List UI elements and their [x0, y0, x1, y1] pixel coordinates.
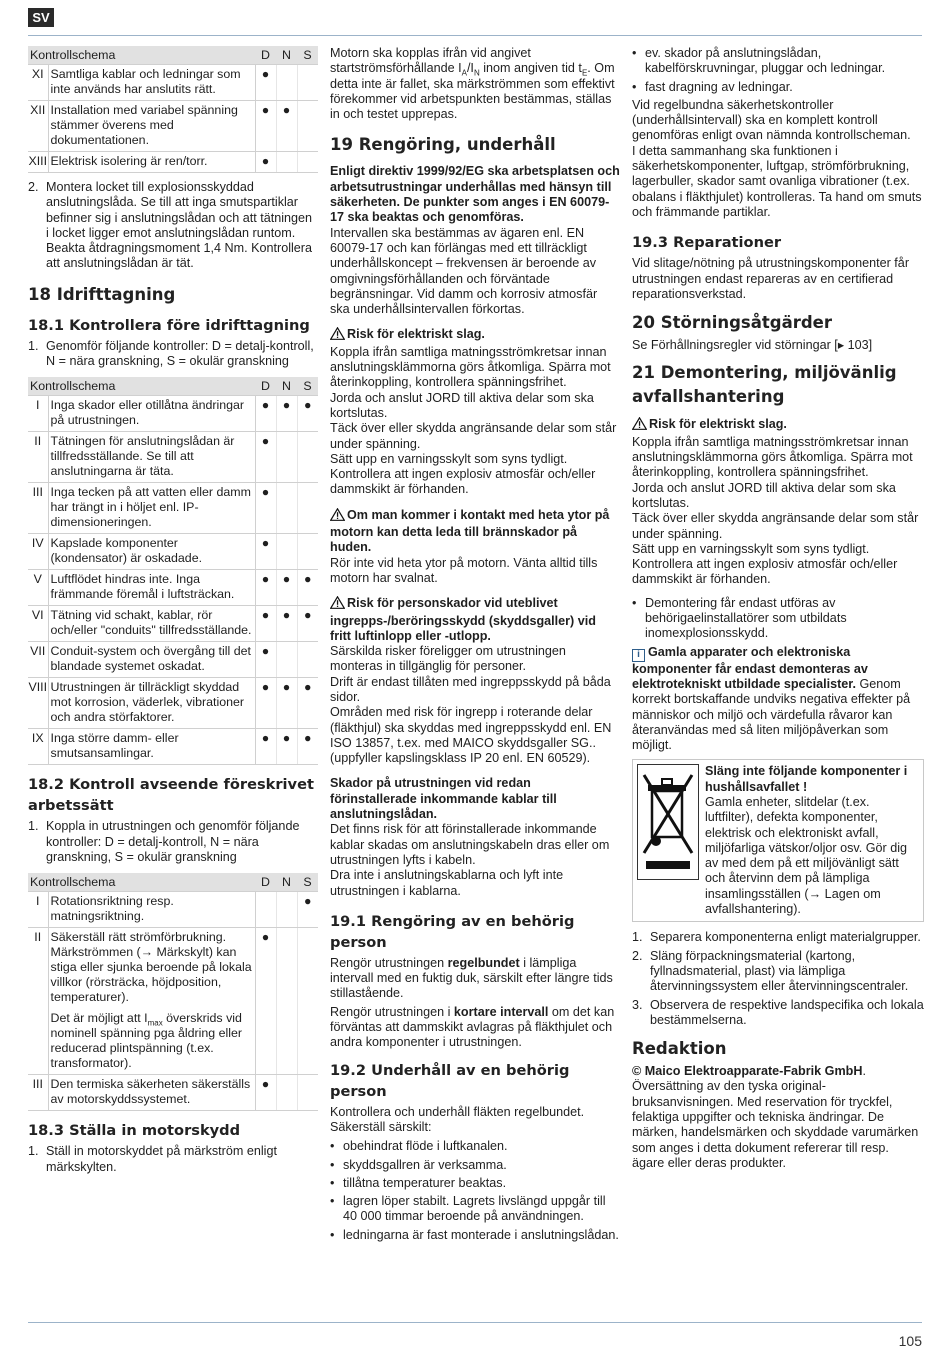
row-number: III	[28, 483, 48, 534]
paragraph: © Maico Elektroapparate-Fabrik GmbH. Översättning av den tyska original-bruksanvisningen. Med reservation för tryckfel, felaktiga uppgifter och tekniska ändringar. De märken, handelsmärken och skyddade varumärken som anges i detta dokument refererar till resp. ägare eller deras produkter.	[632, 1064, 919, 1170]
step-list	[28, 339, 318, 370]
list-item: 1. Genomför följande kontroller: D = detalj-kontroll, N = nära granskning, S = okulär granskning	[28, 338, 314, 369]
table-header-title: Kontrollschema	[28, 46, 255, 65]
table-header-n: N	[276, 377, 297, 396]
table-body	[28, 396, 318, 765]
mark-n	[276, 432, 297, 483]
heading-redaktion: Redaktion	[632, 1039, 727, 1059]
list-item: • Demontering får endast utföras av behörigaelinstallatörer som utbildats inomexplosionsskydd.	[632, 596, 924, 642]
mark-s: ●	[297, 606, 318, 642]
language-badge: SV	[28, 8, 54, 27]
mark-d: ●	[255, 483, 276, 534]
table-body	[28, 65, 318, 173]
mark-s	[297, 483, 318, 534]
step-list	[28, 819, 318, 865]
notice-cables: Skador på utrustningen vid redan förinstallerade inkommande kablar till anslutningslådan. Det finns risk för att förinstallerade inkommande kablar skadas om anslutningskabeln dras eller om utrustningen lyfts i kabeln. Dra inte i anslutningskablarna och lyft inte utrustningen i kablarna.	[330, 776, 610, 898]
mark-d: ●	[255, 678, 276, 729]
row-number: XI	[28, 65, 48, 101]
warning-electric: Risk för elektriskt slag. Koppla ifrån samtliga matningsströmkretsar innan anslutningsklämmorna görs åtkomliga. Spärra mot återinkoppling, kontrollera spänningsfrihet. Jorda och anslut JORD till aktiva delar som ska kortslutas. Täck över eller skydda angränsande delar som står under spänning. Sätt upp en varningsskylt som syns tydligt. Kontrollera att ingen explosiv atmosfär och/eller dammskikt är förhanden.	[632, 417, 919, 587]
mark-d: ●	[255, 65, 276, 101]
mark-d: ●	[255, 570, 276, 606]
mark-n: ●	[276, 606, 297, 642]
heading-20: 20 Störningsåtgärder	[632, 313, 832, 333]
heading-18-2: 18.2 Kontroll avseende föreskrivet arbetssätt	[28, 776, 314, 815]
paragraph: Kontrollera och underhåll fläkten regelbundet. Säkerställ särskilt:	[330, 1104, 585, 1134]
row-text: Samtliga kablar och ledningar som inte används har anslutits rätt.	[48, 65, 255, 101]
table-header-n: N	[276, 873, 297, 892]
mark-s: ●	[297, 678, 318, 729]
list-item: • ev. skador på anslutningslådan, kabelförskruvningar, pluggar och ledningar.	[632, 46, 924, 77]
table-row	[28, 678, 318, 729]
paragraph-lead: Enligt direktiv 1999/92/EG ska arbetsplatsen och arbetsutrustningar underhållas med hänsyn till säkerheten. De punkter som anges i EN 60079-17 ska beaktas och genomföras.	[330, 164, 620, 225]
warning-triangle-icon	[330, 508, 345, 525]
mark-s	[297, 152, 318, 173]
paragraph: Vid regelbundna säkerhetskontroller (underhållsintervall) ska en komplett kontroll genomföras enligt ovan nämnda kontrollscheman. I detta sammanhang ska funktionen i säkerhetskomponenter, luftgap, strömförbrukning, lagerbuller, skador samt ovanliga vibrationer (t.ex. obalans i fläkthjulet) kontrolleras. Ta hand om smuts och främmande partiklar.	[632, 97, 922, 219]
mark-n: ●	[276, 678, 297, 729]
table-header-title: Kontrollschema	[28, 873, 255, 892]
paragraph: Intervallen ska bestämmas av ägaren enl. EN 60079-17 och kan förlängas med ett tillräckligt underhållskoncept – frekvensen är beroende av omgivningsförhållanden och förväntade begränsningar. Vid damm och korrosiv atmosfär ska underhållsintervallen förkortas.	[330, 225, 598, 317]
cross-reference[interactable]: Se Förhållningsregler vid störningar [▸ 103]	[632, 338, 873, 353]
mark-s	[297, 534, 318, 570]
mark-s	[297, 642, 318, 678]
table-header-d: D	[255, 377, 276, 396]
step-list	[28, 180, 318, 272]
step-list	[28, 1144, 318, 1175]
info-icon: i	[632, 649, 645, 662]
header-divider	[28, 35, 922, 36]
table-row	[28, 534, 318, 570]
table-header-s: S	[297, 377, 318, 396]
weee-notice	[632, 759, 924, 922]
list-item: 2. Montera locket till explosionsskyddad anslutningslåda. Se till att inga smutspartiklar befinner sig i anslutningslådan och att tätningen i locket ligger emot anslutningslådan runtom. Beakta åtdragningsmoment 1,4 Nm. Kontrollera att anslutningslådan är tät.	[28, 180, 313, 271]
row-text: Inga större damm- eller smutsansamlingar.	[48, 729, 255, 765]
paragraph: Rengör utrustningen regelbundet i lämpliga intervall med en fuktig duk, särskilt efter längre tids stillastående.	[330, 955, 613, 1001]
info-note: i Gamla apparater och elektroniska komponenter får endast demonteras av elektrotekniskt utbildade specialister. Genom korrekt bortskaffande undviks negativa effekter på människor och miljö och värdefulla råvaror kan återanvändas med så liten miljöpåverkan som möjligt.	[632, 644, 911, 753]
heading-19: 19 Rengöring, underhåll	[330, 135, 556, 155]
mark-s	[297, 432, 318, 483]
mark-s: ●	[297, 570, 318, 606]
warning-triangle-icon	[632, 417, 647, 434]
mark-d: ●	[255, 396, 276, 432]
list-item: • skyddsgallren är verksamma.	[330, 1158, 620, 1173]
table-row	[28, 729, 318, 765]
crossed-out-wheelie-bin-icon	[637, 764, 699, 880]
footer-divider	[28, 1322, 922, 1323]
paragraph: Vid slitage/nötning på utrustningskomponenter får utrustningen endast repareras av en certifierad reparationsverkstad.	[632, 256, 910, 301]
heading-18: 18 Idrifttagning	[28, 284, 176, 304]
mark-d: ●	[255, 729, 276, 765]
warning-triangle-icon	[330, 327, 345, 344]
table-row: I Rotationsriktning resp. matningsriktning. ●	[28, 892, 318, 928]
table-header-s: S	[297, 873, 318, 892]
row-text: Elektrisk isolering är ren/torr.	[48, 152, 255, 173]
mark-s	[297, 101, 318, 152]
list-item: 2. Släng förpackningsmaterial (kartong, fyllnadsmaterial, plast) via lämpliga återvinningssystem eller återvinningscentraler.	[632, 948, 909, 994]
mark-n	[276, 534, 297, 570]
table-row	[28, 606, 318, 642]
row-text: Utrustningen är tillräckligt skyddad mot korrosion, väderlek, vibrationer och andra störfaktorer.	[48, 678, 255, 729]
row-number: VII	[28, 642, 48, 678]
list-item: • obehindrat flöde i luftkanalen.	[330, 1139, 620, 1154]
mark-n: ●	[276, 101, 297, 152]
list-item: • lagren löper stabilt. Lagrets livslängd uppgår till 40 000 timmar beroende på användningen.	[330, 1194, 620, 1225]
row-number: I	[28, 396, 48, 432]
heading-18-1: 18.1 Kontrollera före idrifttagning	[28, 316, 310, 334]
mark-d: ●	[255, 642, 276, 678]
mark-s	[297, 65, 318, 101]
mark-d: ●	[255, 432, 276, 483]
row-text: Luftflödet hindras inte. Inga främmande föremål i luftsträckan.	[48, 570, 255, 606]
list-item: 3. Observera de respektive landspecifika och lokala bestämmelserna.	[632, 997, 924, 1027]
warning-hot-surface: Om man kommer i kontakt med heta ytor på motorn kan detta leda till brännskador på huden. Rör inte vid heta ytor på motorn. Vänta alltid tills motorn har svalnat.	[330, 507, 610, 585]
table-header-d: D	[255, 873, 276, 892]
mark-s: ●	[297, 396, 318, 432]
mark-d: ●	[255, 152, 276, 173]
row-number: XIII	[28, 152, 48, 173]
row-text: Inga skador eller otillåtna ändringar på utrustningen.	[48, 396, 255, 432]
paragraph: Motorn ska kopplas ifrån vid angivet startströmsförhållande $I_A/I_N$ inom angiven tid $t_E$. Om detta inte är fallet, ska märkströmmen som effektivt förekommer vid arbetspunkten bestämmas, ställas in och testet upprepas.	[330, 46, 615, 122]
mark-n	[276, 642, 297, 678]
mark-n	[276, 65, 297, 101]
row-number: XII	[28, 101, 48, 152]
mark-d: ●	[255, 534, 276, 570]
table-row	[28, 432, 318, 483]
row-text: Installation med variabel spänning stämmer överens med dokumentationen.	[48, 101, 255, 152]
mark-s: ●	[297, 729, 318, 765]
row-number: VI	[28, 606, 48, 642]
warning-triangle-icon	[330, 596, 345, 613]
mark-d: ●	[255, 606, 276, 642]
control-table-3	[28, 873, 318, 1111]
mark-n: ●	[276, 396, 297, 432]
table-header-d: D	[255, 46, 276, 65]
heading-21: 21 Demontering, miljövänlig avfallshantering	[632, 363, 897, 407]
step-list	[632, 930, 924, 1028]
row-text: Kapslade komponenter (kondensator) är oskadade.	[48, 534, 255, 570]
checklist	[632, 596, 924, 642]
list-item: • fast dragning av ledningar.	[632, 80, 924, 95]
warning-guard: Risk för personskador vid uteblivet ingrepps-/beröringsskydd (skyddsgaller) vid fritt luftinlopp eller -utlopp. Särskilda risker föreligger om utrustningen monteras in tillgänglig för personer. Drift är endast tillåten med ingreppsskydd på båda sidor. Områden med risk för ingrepp i roterande delar (fläkthjul) ska skyddas med ingreppsskydd enl. EN ISO 13857, t.ex. med MAICO skyddsgaller SG.. (uppfyller kapslingsklass IP 20 enl. EN 60529).	[330, 596, 612, 766]
table-row	[28, 396, 318, 432]
list-item: 1. Separera komponenterna enligt materialgrupper.	[632, 930, 921, 945]
row-text: Inga tecken på att vatten eller damm har trängt in i höljet enl. IP-dimensioneringen.	[48, 483, 255, 534]
paragraph: Rengör utrustningen i kortare intervall om det kan förväntas att dammskikt avlagras på fläkthjulet och andra komponenter i utrustningen.	[330, 1004, 615, 1050]
table-row	[28, 65, 318, 101]
table-row: II Säkerställ rätt strömförbrukning. Märkströmmen (→ Märkskylt) kan stiga eller sjunka beroende på lokala villkor (rörsträcka, höjdposition, temperaturer). Det är möjligt att $I_{max}$ överskrids vid nominell spänning pga åldring eller reducerad plintspänning (t.ex. transformator). ●	[28, 928, 318, 1075]
mark-n	[276, 483, 297, 534]
list-item: 1. Ställ in motorskyddet på märkström enligt märkskylten.	[28, 1144, 277, 1174]
checklist	[632, 46, 924, 95]
column-left	[28, 46, 318, 1175]
list-item: • ledningarna är fast monterade i anslutningslådan.	[330, 1228, 620, 1243]
list-item: 1. Koppla in utrustningen och genomför följande kontroller: D = detalj-kontroll, N = nära granskning, S = okulär granskning	[28, 819, 300, 864]
weee-title: Släng inte följande komponenter i hushållsavfallet !	[705, 764, 908, 794]
heading-19-3: 19.3 Reparationer	[632, 234, 782, 252]
heading-18-3: 18.3 Ställa in motorskydd	[28, 1122, 241, 1140]
control-table-1	[28, 46, 318, 173]
link-arrow-icon: ▸	[837, 338, 845, 353]
weee-text: Gamla enheter, slitdelar (t.ex. luftfilter), defekta komponenter, elektrisk och elektroniskt avfall, miljöfarliga vätskor/oljor osv. Gör dig av med dem på ett miljövänligt sätt och återvinn dem på lämpliga insamlingsställen (→ Lagen om avfallshantering).	[705, 794, 908, 917]
column-right	[632, 46, 924, 1171]
table-row	[28, 483, 318, 534]
table-row	[28, 152, 318, 173]
table-header-s: S	[297, 46, 318, 65]
mark-n	[276, 152, 297, 173]
table-header-n: N	[276, 46, 297, 65]
row-number: IX	[28, 729, 48, 765]
list-item: • tillåtna temperaturer beaktas.	[330, 1176, 620, 1191]
mark-n: ●	[276, 570, 297, 606]
row-text: Tätningen för anslutningslådan är tillfredsställande. Se till att anslutningarna är täta.	[48, 432, 255, 483]
row-text: Conduit-system och övergång till det blandade systemet oskadat.	[48, 642, 255, 678]
row-number: VIII	[28, 678, 48, 729]
row-text: Tätning vid schakt, kablar, rör och/eller "conduits" tillfredsställande.	[48, 606, 255, 642]
table-row	[28, 570, 318, 606]
mark-d: ●	[255, 101, 276, 152]
warning-electric: Risk för elektriskt slag. Koppla ifrån samtliga matningsströmkretsar innan anslutningsklämmorna görs åtkomliga. Spärra mot återinkoppling, kontrollera spänningsfrihet. Jorda och anslut JORD till aktiva delar som ska kortslutas. Täck över eller skydda angränsande delar som står under spänning. Sätt upp en varningsskylt som syns tydligt. Kontrollera att ingen explosiv atmosfär och/eller dammskikt är förhanden.	[330, 327, 617, 497]
control-table-2	[28, 377, 318, 765]
table-row	[28, 101, 318, 152]
row-number: II	[28, 432, 48, 483]
column-middle	[330, 46, 620, 1246]
page-number: 105	[898, 1333, 922, 1349]
table-header-title: Kontrollschema	[28, 377, 255, 396]
row-number: V	[28, 570, 48, 606]
heading-19-2: 19.2 Underhåll av en behörig person	[330, 1061, 570, 1100]
table-row	[28, 642, 318, 678]
mark-n: ●	[276, 729, 297, 765]
heading-19-1: 19.1 Rengöring av en behörig person	[330, 912, 575, 951]
table-row: III Den termiska säkerheten säkerställs av motorskyddssystemet. ●	[28, 1075, 318, 1111]
checklist	[330, 1139, 620, 1243]
row-number: IV	[28, 534, 48, 570]
